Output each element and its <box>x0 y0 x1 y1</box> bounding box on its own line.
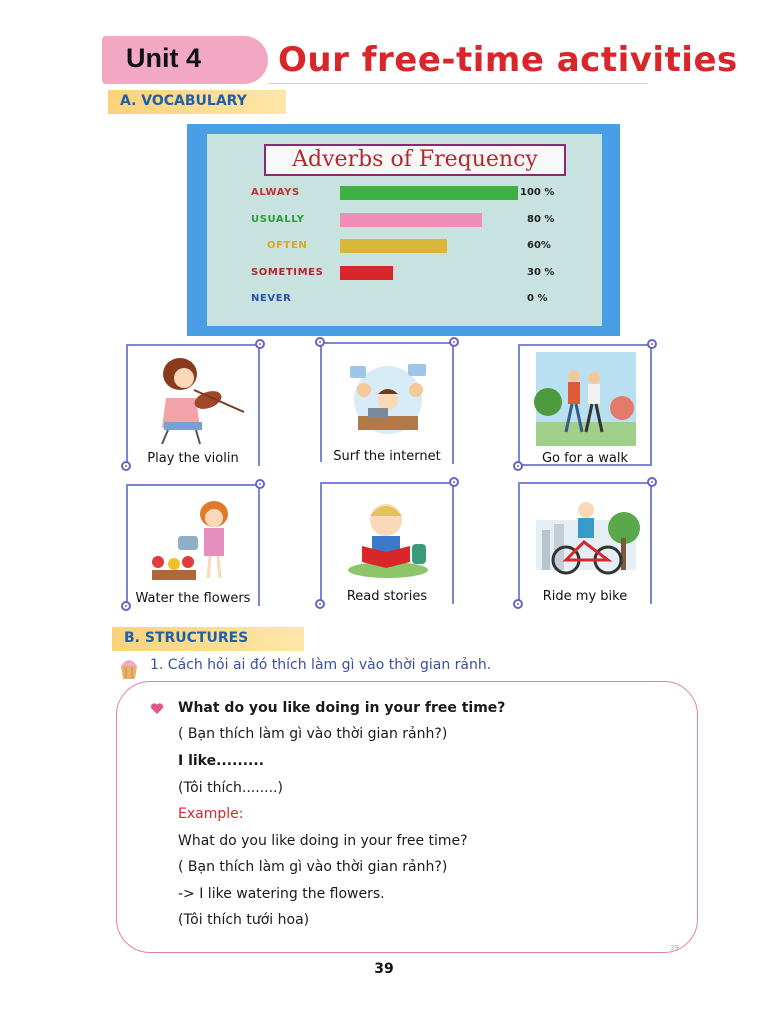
page-title: Our free-time activities <box>278 40 738 80</box>
answer-translation: (Tôi thích........) <box>178 780 283 796</box>
frequency-label: SOMETIMES <box>251 266 324 278</box>
small-page-number: 39 <box>670 944 679 952</box>
card-go-walk <box>516 340 658 470</box>
cupcake-icon <box>118 654 140 680</box>
card-ride-bike <box>516 478 658 608</box>
card-dot-icon <box>647 477 657 487</box>
frequency-bar <box>340 239 447 253</box>
section-vocabulary-label: A. VOCABULARY <box>108 90 286 114</box>
card-dot-icon <box>449 477 459 487</box>
example-answer-translation: (Tôi thích tưới hoa) <box>178 912 310 928</box>
walking-couple-illustration <box>526 352 644 446</box>
section-structures-label: B. STRUCTURES <box>112 627 304 651</box>
card-dot-icon <box>255 339 265 349</box>
card-dot-icon <box>449 337 459 347</box>
example-question: What do you like doing in your free time? <box>178 833 468 849</box>
answer-line: I like......... <box>178 753 264 769</box>
frequency-chart <box>187 124 620 336</box>
card-dot-icon <box>315 337 325 347</box>
frequency-bar <box>340 266 393 280</box>
example-answer: -> I like watering the flowers. <box>178 886 385 902</box>
activity-caption: Read stories <box>346 589 428 604</box>
frequency-percent: 30 % <box>527 266 555 278</box>
frequency-label: USUALLY <box>251 213 305 225</box>
card-dot-icon <box>255 479 265 489</box>
frequency-bar <box>340 186 518 200</box>
frequency-percent: 100 % <box>520 187 555 198</box>
question-line: What do you like doing in your free time? <box>178 700 506 716</box>
structure-heading: 1. Cách hỏi ai đó thích làm gì vào thời gian rảnh. <box>150 657 492 673</box>
activity-caption: Ride my bike <box>542 589 628 604</box>
card-read-stories <box>318 478 460 608</box>
boy-computer-illustration <box>328 350 446 444</box>
frequency-percent: 0 % <box>527 293 548 304</box>
chart-panel <box>207 134 602 326</box>
activity-caption: Go for a walk <box>541 451 628 466</box>
frequency-bar <box>340 213 482 227</box>
violin-girl-illustration <box>134 352 252 446</box>
frequency-percent: 80 % <box>527 213 555 225</box>
frequency-label: ALWAYS <box>251 187 300 198</box>
title-divider <box>268 83 648 84</box>
frequency-label: NEVER <box>251 293 292 304</box>
page-number: 39 <box>374 961 394 977</box>
activity-caption: Surf the internet <box>333 449 441 464</box>
card-play-violin <box>124 340 266 470</box>
card-water-flowers <box>124 480 266 610</box>
card-dot-icon <box>647 339 657 349</box>
unit-label: Unit 4 <box>126 43 202 73</box>
watering-girl-illustration <box>134 492 252 586</box>
frequency-label: OFTEN <box>267 240 308 251</box>
frequency-percent: 60% <box>527 240 551 251</box>
example-label: Example: <box>178 806 244 822</box>
activity-caption: Water the flowers <box>135 591 251 606</box>
activity-caption: Play the violin <box>147 451 239 466</box>
cyclist-illustration <box>526 490 644 584</box>
chart-title: Adverbs of Frequency <box>264 144 566 176</box>
card-surf-internet <box>318 338 460 468</box>
heart-icon <box>150 702 164 715</box>
question-translation: ( Bạn thích làm gì vào thời gian rảnh?) <box>178 726 448 742</box>
example-question-translation: ( Bạn thích làm gì vào thời gian rảnh?) <box>178 859 448 875</box>
reading-boy-illustration <box>328 490 446 584</box>
unit-tab <box>102 36 268 84</box>
